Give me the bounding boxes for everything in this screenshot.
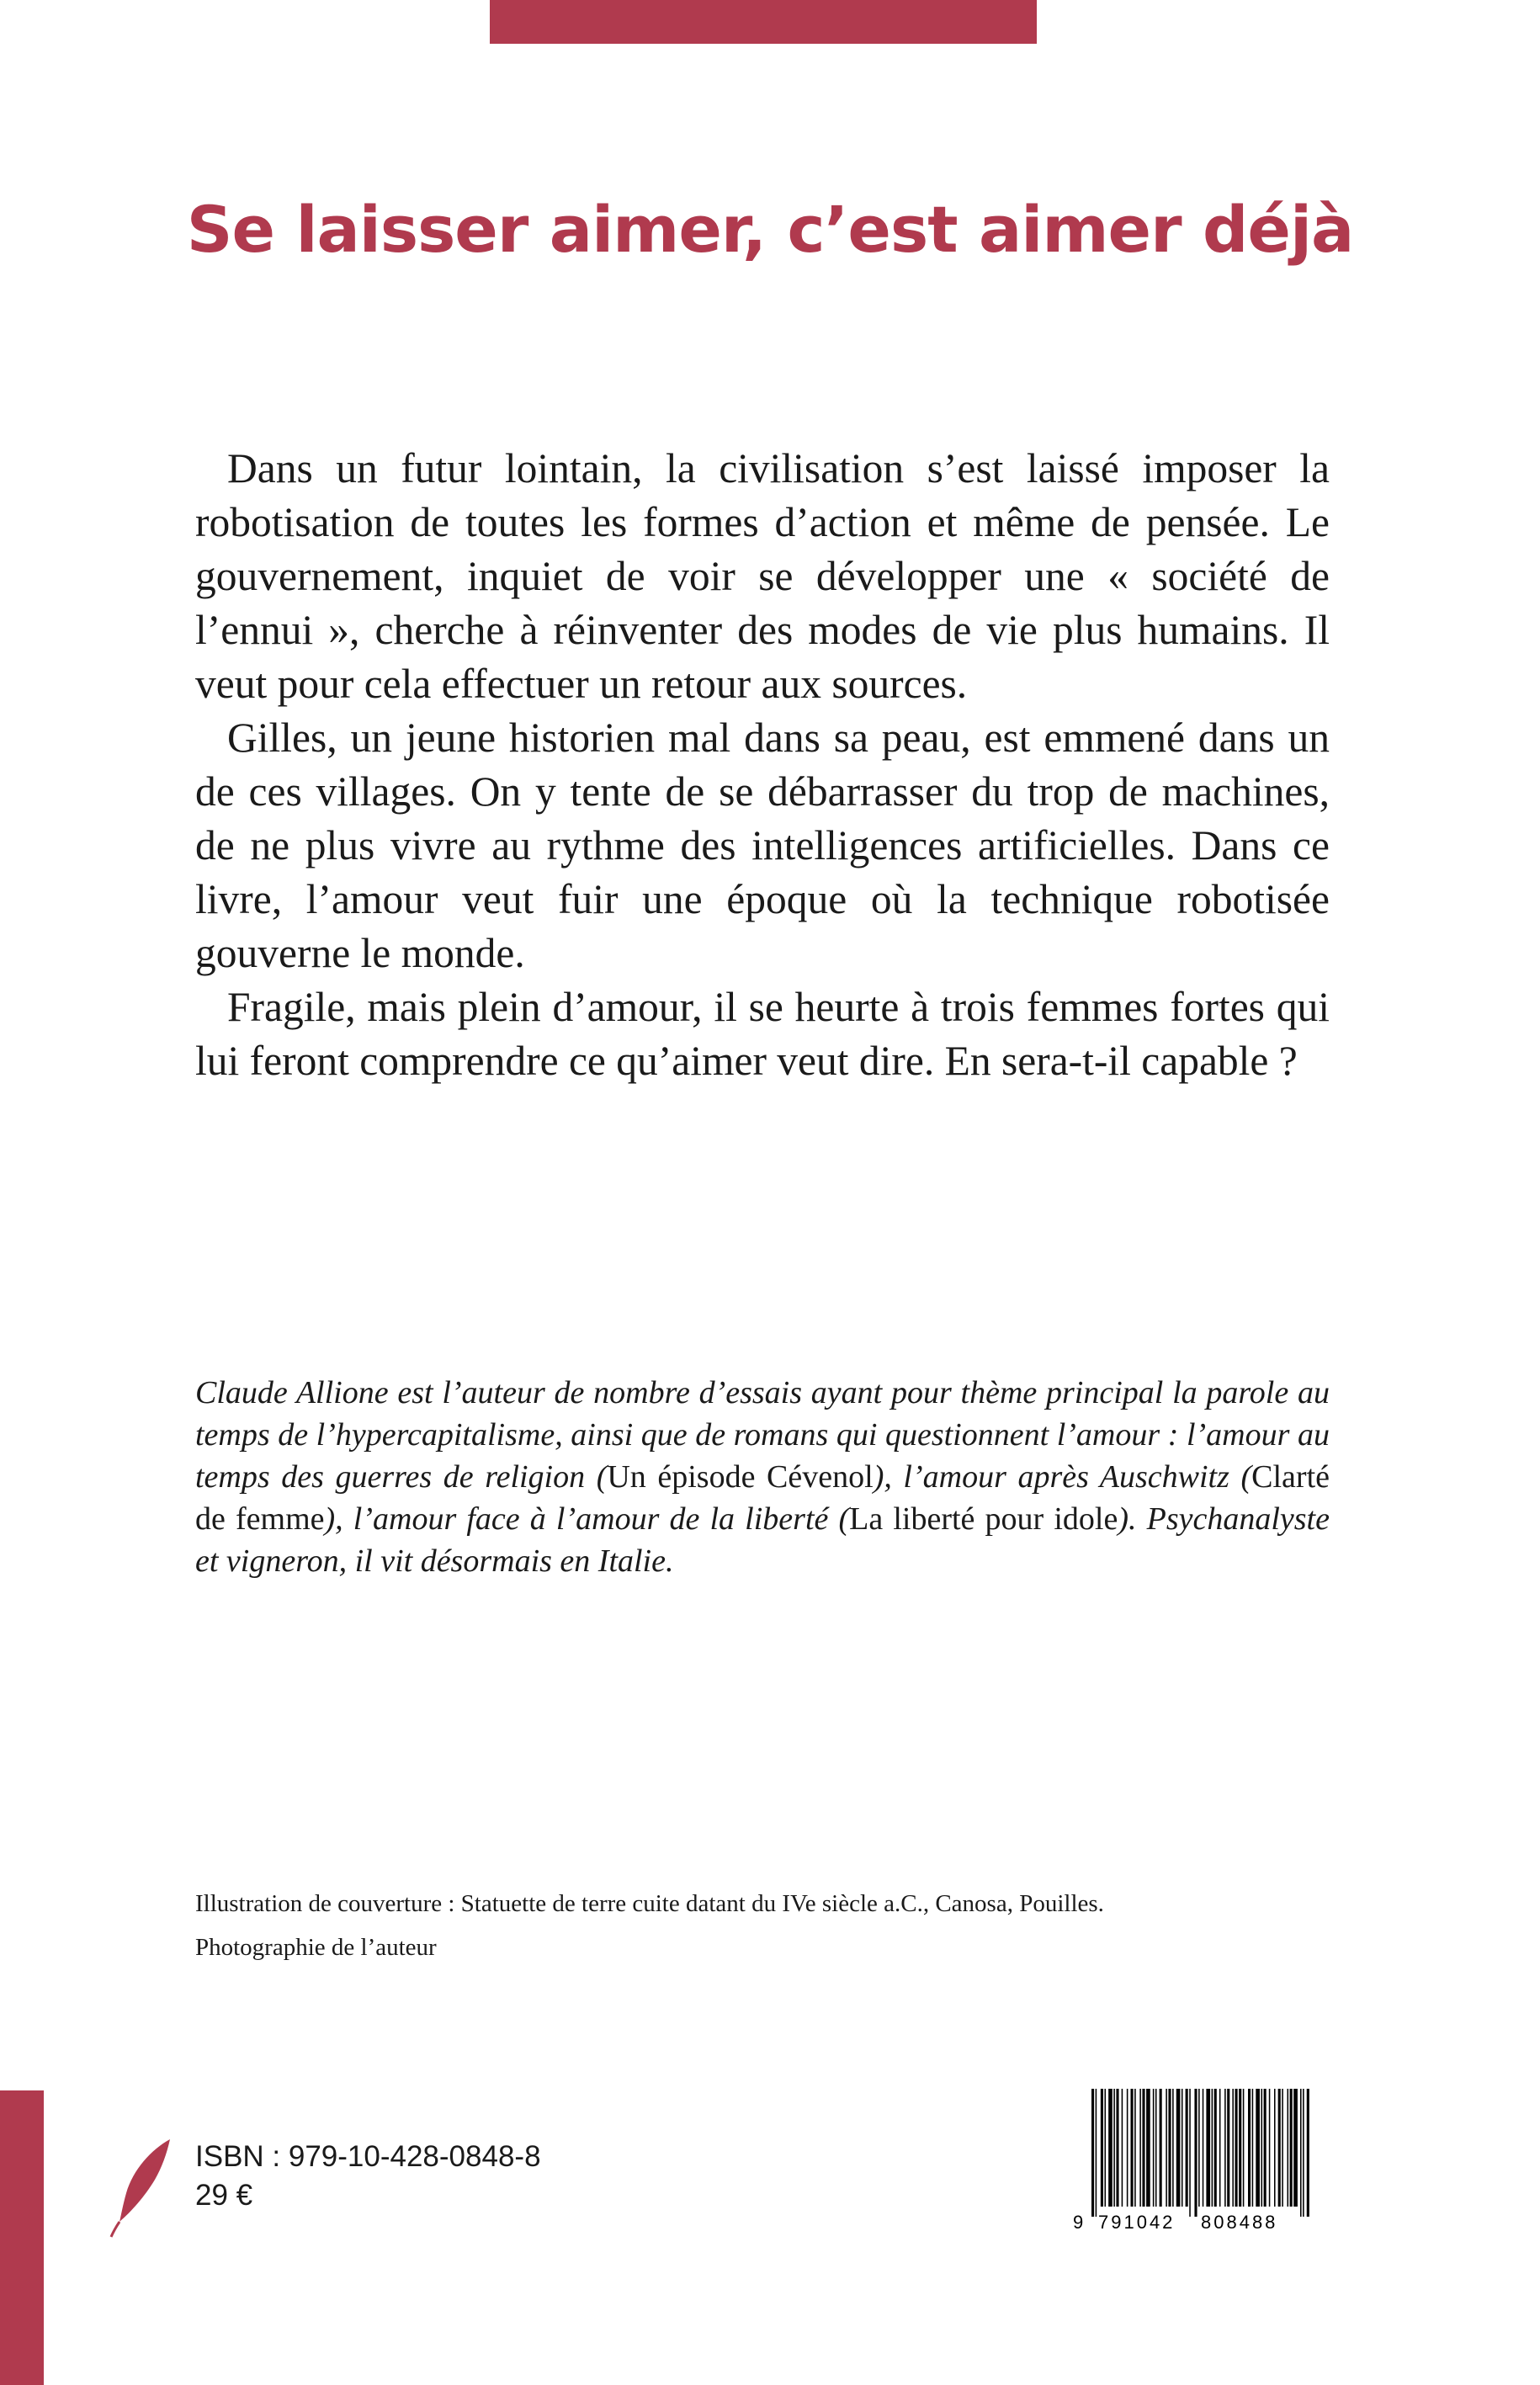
- isbn-number: ISBN : 979-10-428-0848-8: [195, 2140, 541, 2173]
- barcode-bar: [1160, 2089, 1162, 2207]
- barcode-bar: [1248, 2089, 1251, 2207]
- price: 29 €: [195, 2179, 253, 2212]
- barcode-bar: [1127, 2089, 1128, 2207]
- bio-text: ). Psychanalyste et vigneron, il vit désormais en Italie.: [195, 1501, 1330, 1579]
- barcode-bar: [1212, 2089, 1213, 2207]
- barcode-bar: [1194, 2089, 1197, 2217]
- barcode-bar: [1256, 2089, 1260, 2207]
- barcode-bar: [1252, 2089, 1254, 2207]
- illustration-credit: Illustration de couverture : Statuette de terre cuite datant du IVe siècle a.C., Canosa, Pouilles.: [195, 1890, 1104, 1917]
- barcode-bar: [1142, 2089, 1144, 2207]
- feather-quill-icon: [108, 2138, 175, 2239]
- bio-text: ), l’amour après Auschwitz (: [873, 1459, 1252, 1495]
- barcode-bar: [1239, 2089, 1241, 2207]
- barcode-bar: [1278, 2089, 1281, 2207]
- blurb-paragraph: Fragile, mais plein d’amour, il se heurte à trois femmes fortes qui lui feront comprendre ce qu’aimer veut dire. En sera-t-il capable ?: [195, 984, 1330, 1084]
- barcode-bar: [1113, 2089, 1115, 2207]
- barcode-bar: [1206, 2089, 1210, 2207]
- barcode-bar: [1186, 2089, 1188, 2207]
- barcode-bar: [1176, 2089, 1181, 2207]
- barcode-bar: [1091, 2089, 1094, 2217]
- book-title-2: Clarté de femme: [195, 1459, 1330, 1537]
- barcode-bar: [1131, 2089, 1134, 2207]
- barcode-bar: [1105, 2089, 1107, 2207]
- barcode-bar: [1155, 2089, 1157, 2207]
- barcode-bar: [1096, 2089, 1097, 2217]
- barcode-bar: [1198, 2089, 1200, 2207]
- cover-credits: [195, 1882, 1373, 1969]
- barcode-digit-left: 9: [1073, 2212, 1084, 2233]
- barcode-bar: [1303, 2089, 1304, 2217]
- author-bio: [195, 1372, 1330, 1582]
- isbn-block: [195, 2138, 541, 2215]
- bio-text: Claude Allione est l’auteur de nombre d’essais ayant pour thème principal la parole au temps de l’hypercapitalisme, ainsi que de romans qui questionnent l’amour : l’amour au temps des guerres de religion (: [195, 1375, 1330, 1495]
- book-title-1: Un épisode Cévenol: [607, 1459, 874, 1495]
- barcode-bar: [1182, 2089, 1183, 2207]
- barcode-bar: [1139, 2089, 1141, 2207]
- book-title-3: La liberté pour idole: [849, 1501, 1118, 1537]
- barcode-bar: [1189, 2089, 1191, 2217]
- barcode-bar: [1261, 2089, 1263, 2207]
- barcode-bar: [1153, 2089, 1155, 2207]
- barcode-bar: [1282, 2089, 1283, 2207]
- barcode-bar: [1168, 2089, 1171, 2207]
- barcode-bar: [1300, 2089, 1302, 2217]
- barcode-bar: [1122, 2089, 1123, 2207]
- barcode-bar: [1274, 2089, 1276, 2207]
- barcode-bar: [1146, 2089, 1150, 2207]
- barcode-bars: [1091, 2089, 1309, 2217]
- barcode-bar: [1227, 2089, 1229, 2207]
- barcode-bar: [1243, 2089, 1245, 2207]
- back-cover-blurb: [195, 442, 1330, 1088]
- barcode-bar: [1307, 2089, 1309, 2217]
- left-accent-bar: [0, 2090, 44, 2385]
- barcode-bar: [1134, 2089, 1136, 2207]
- barcode-bar: [1224, 2089, 1226, 2207]
- book-title: Se laisser aimer, c’est aimer déjà: [186, 192, 1354, 267]
- barcode-bar: [1219, 2089, 1221, 2207]
- barcode-bar: [1235, 2089, 1238, 2207]
- barcode-bar: [1166, 2089, 1167, 2207]
- barcode-bar: [1293, 2089, 1298, 2207]
- blurb-paragraph: Gilles, un jeune historien mal dans sa peau, est emmené dans un de ces villages. On y tente de se débarrasser du trop de machines, de ne plus vivre au rythme des intelligences artificielles. Dans ce livre, l’amour veut fuir une époque où la technique robotisée gouverne le monde.: [195, 714, 1330, 976]
- photo-credit: Photographie de l’auteur: [195, 1934, 437, 1961]
- blurb-paragraph: Dans un futur lointain, la civilisation s’est laissé imposer la robotisation de toutes les formes d’action et même de pensée. Le gouvernement, inquiet de voir se développer une « société de l’ennui », cherche à réinventer des modes de vie plus humains. Il veut pour cela effectuer un retour aux sources.: [195, 445, 1330, 707]
- barcode-bar: [1214, 2089, 1217, 2207]
- barcode-bar: [1172, 2089, 1174, 2207]
- barcode-bar: [1269, 2089, 1271, 2207]
- bio-text: ), l’amour face à l’amour de la liberté (: [324, 1501, 850, 1537]
- barcode-bar: [1290, 2089, 1293, 2207]
- barcode-bar: [1288, 2089, 1289, 2207]
- isbn-barcode: [1073, 2085, 1310, 2234]
- barcode-digits-group2: 808488: [1201, 2212, 1278, 2233]
- barcode-bar: [1203, 2089, 1204, 2207]
- barcode-bar: [1108, 2089, 1113, 2207]
- barcode-bar: [1232, 2089, 1234, 2207]
- barcode-digits-group1: 791042: [1098, 2212, 1176, 2233]
- barcode-bar: [1101, 2089, 1103, 2207]
- top-accent-bar: [490, 0, 1037, 44]
- barcode-bar: [1264, 2089, 1267, 2207]
- barcode-bar: [1116, 2089, 1118, 2207]
